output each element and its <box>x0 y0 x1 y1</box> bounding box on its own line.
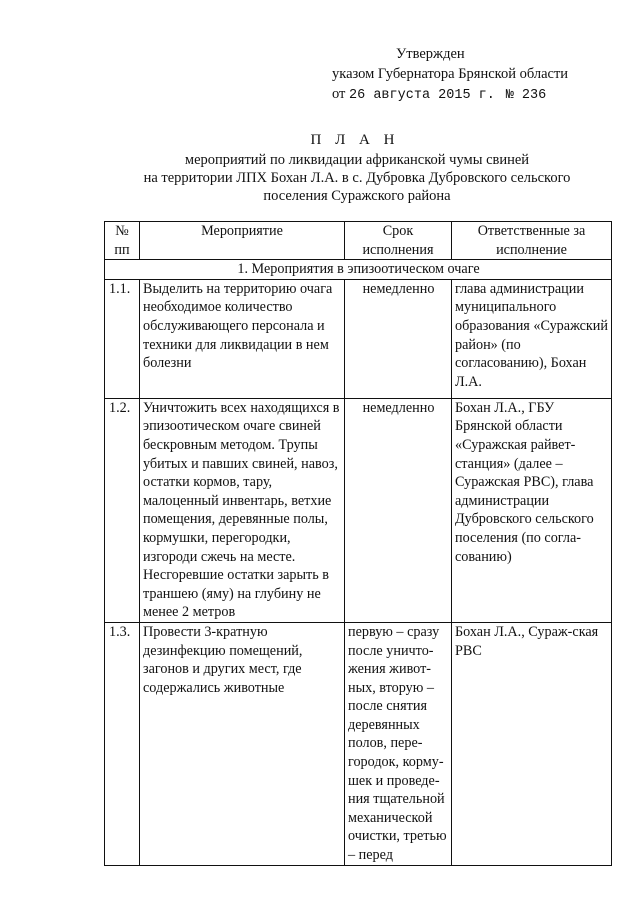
subtitle-line: мероприятий по ликвидации африканской чумы свиней <box>184 152 530 168</box>
header-activity: Мероприятие <box>140 222 345 260</box>
row-activity: Провести 3-кратную дезинфекцию помещений, загонов и других мест, где содержались животные <box>140 622 345 865</box>
document-subtitle <box>90 151 624 205</box>
plan-table <box>104 221 612 866</box>
approval-line-1: Утвержден <box>396 46 465 62</box>
approval-stamp <box>326 44 626 106</box>
table-row <box>105 398 612 622</box>
approval-line-2: указом Губернатора Брянской области <box>332 66 569 82</box>
table-row <box>105 622 612 865</box>
row-number: 1.1. <box>105 279 140 398</box>
approval-line-3 <box>326 84 626 106</box>
document-title: П Л А Н <box>310 132 400 148</box>
row-activity: Уничтожить всех находящихся в эпизоотическом очаге свиней бескровным методом. Трупы убитых и павших свиней, навоз, остатки кормов, тару, малоценный инвентарь, ветхие помещения, деревянные полы, кормушки, перегородки, изгороди сжечь на месте. Несгоревшие остатки зарыть в траншею (яму) на глубину не менее 2 метров <box>140 398 345 622</box>
row-deadline: немедленно <box>345 398 452 622</box>
subtitle-line: поселения Суражского района <box>263 188 451 204</box>
section-row <box>105 260 612 280</box>
table-row <box>105 279 612 398</box>
row-responsible: Бохан Л.А., ГБУ Брянской области «Суражская райвет-станция» (далее – Суражская РВС), глава администрации Дубровского сельского поселения (по согла-сованию) <box>452 398 612 622</box>
header-deadline: Срок исполнения <box>345 222 452 260</box>
section-title: 1. Мероприятия в эпизоотическом очаге <box>105 260 612 280</box>
row-responsible: глава администрации муниципального образования «Суражский район» (по согласованию), Бохан Л.А. <box>452 279 612 398</box>
row-number: 1.3. <box>105 622 140 865</box>
row-deadline: первую – сразу после уничто-жения живот-ных, вторую – после снятия деревянных полов, пере-городок, корму-шек и проведе-ния тщательной механической очистки, третью – перед <box>345 622 452 865</box>
row-deadline: немедленно <box>345 279 452 398</box>
row-number: 1.2. <box>105 398 140 622</box>
header-responsible: Ответственные за исполнение <box>452 222 612 260</box>
row-responsible: Бохан Л.А., Сураж-ская РВС <box>452 622 612 865</box>
approval-date: 26 августа 2015 г. <box>349 88 495 103</box>
row-activity: Выделить на территорию очага необходимое количество обслуживающего персонала и техники для ликвидации в нем болезни <box>140 279 345 398</box>
header-num: № пп <box>105 222 140 260</box>
approval-number: № 236 <box>505 88 547 103</box>
table-header-row <box>105 222 612 260</box>
subtitle-line: на территории ЛПХ Бохан Л.А. в с. Дубровка Дубровского сельского <box>143 170 571 186</box>
approval-date-prefix: от <box>332 86 346 102</box>
